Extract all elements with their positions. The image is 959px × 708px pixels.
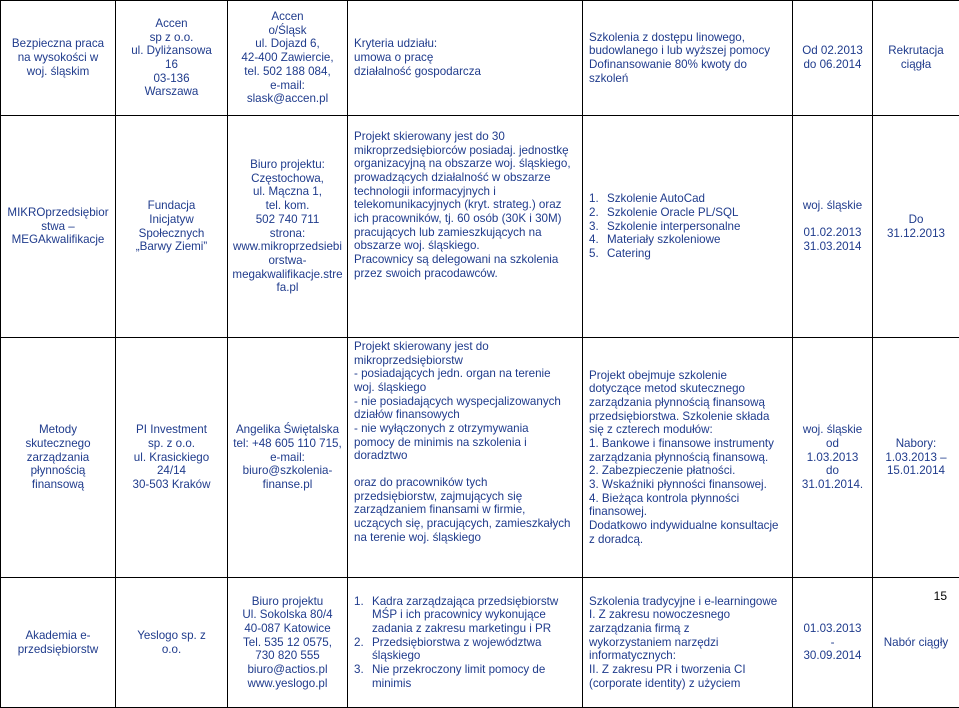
dates: woj. śląskie od 1.03.2013 do 31.01.2014.: [793, 338, 873, 578]
list-item: 1. Szkolenie AutoCad: [589, 192, 790, 206]
project-name: Bezpieczna praca na wysokości w woj. śląskim: [1, 1, 116, 116]
organizer: Fundacja Inicjatyw Społecznych „Barwy Ziemi”: [116, 116, 228, 338]
table-row: [1, 116, 959, 338]
list-item: 2. Przedsiębiorstwa z województwa śląskiego: [354, 636, 580, 663]
table-row: [1, 1, 959, 116]
dates: 01.03.2013 - 30.09.2014: [793, 578, 873, 708]
scope: [583, 116, 793, 338]
recruitment: Nabory: 1.03.2013 – 15.01.2014: [873, 338, 959, 578]
scope: Szkolenia z dostępu linowego, budowlanego i lub wyższej pomocy Dofinansowanie 80% kwoty do szkoleń: [583, 1, 793, 116]
contact: Biuro projektu Ul. Sokolska 80/4 40-087 Katowice Tel. 535 12 0575, 730 820 555 biuro@actios.pl www.yeslogo.pl: [228, 578, 348, 708]
project-name: MIKROprzedsiębior stwa – MEGAkwalifikacje: [1, 116, 116, 338]
list-item: 2. Szkolenie Oracle PL/SQL: [589, 206, 790, 220]
table-row: [1, 338, 959, 578]
dates: [793, 116, 873, 338]
contact: Biuro projektu: Częstochowa, ul. Mączna 1, tel. kom. 502 740 711 strona: www.mikroprzedsiebi orstwa- megakwalifikacje.stre fa.pl: [228, 116, 348, 338]
project-name: Akademia e- przedsiębiorstw: [1, 578, 116, 708]
recruitment: Nabór ciągły: [873, 578, 959, 708]
list-item: 3. Nie przekroczony limit pomocy de minimis: [354, 663, 580, 690]
dates: Od 02.2013 do 06.2014: [793, 1, 873, 116]
page-number: 15: [934, 589, 947, 603]
region: woj. śląskie: [795, 199, 870, 213]
project-name: Metody skutecznego zarządzania płynnością finansową: [1, 338, 116, 578]
criteria: Projekt skierowany jest do mikroprzedsiębiorstw - posiadających jedn. organ na terenie woj. śląskiego - nie posiadających wyspecjalizowanych działów finansowych - nie wyłączonych z otrzymywania pomocy de minimis na szkolenia i doradztwo oraz do pracowników tych przedsiębiorstw, zajmujących się zarządzaniem finansami w firmie, uczących się, pracujących, zamieszkałych na terenie woj. śląskiego: [348, 338, 583, 578]
list-item: 5. Catering: [589, 247, 790, 261]
recruitment: Do 31.12.2013: [873, 116, 959, 338]
date-range: 01.02.2013 31.03.2014: [795, 226, 870, 253]
contact: Angelika Świętalska tel: +48 605 110 715, e-mail: biuro@szkolenia- finanse.pl: [228, 338, 348, 578]
criteria: Kryteria udziału: umowa o pracę działalność gospodarcza: [348, 1, 583, 116]
recruitment: Rekrutacja ciągła: [873, 1, 959, 116]
criteria: Projekt skierowany jest do 30 mikroprzedsiębiorców posiadaj. jednostkę organizacyjną na obszarze woj. śląskiego, prowadzących działalność w obszarze technologii informacyjnych i telekomunikacyjnych (kryt. strateg.) oraz ich pracowników, tj. 60 osób (30K i 30M) pracujących lub zamieszkujących na obszarze woj. śląskiego. Pracownicy są delegowani na szkolenia przez swoich pracodawców.: [348, 116, 583, 338]
scope: Szkolenia tradycyjne i e-learningowe I. Z zakresu nowoczesnego zarządzania firmą z wykorzystaniem narzędzi informatycznych: II. Z zakresu PR i tworzenia CI (corporate identity) z użyciem: [583, 578, 793, 708]
criteria: [348, 578, 583, 708]
organizer: Yeslogo sp. z o.o.: [116, 578, 228, 708]
organizer: Accen sp z o.o. ul. Dyliżansowa 16 03-136 Warszawa: [116, 1, 228, 116]
organizer: PI Investment sp. z o.o. ul. Krasickiego 24/14 30-503 Kraków: [116, 338, 228, 578]
list-item: 4. Materiały szkoleniowe: [589, 233, 790, 247]
table-row: [1, 578, 959, 708]
contact: Accen o/Śląsk ul. Dojazd 6, 42-400 Zawiercie, tel. 502 188 084, e-mail: slask@accen.pl: [228, 1, 348, 116]
scope: Projekt obejmuje szkolenie dotyczące metod skutecznego zarządzania płynnością finansową przedsiębiorstwa. Szkolenie składa się z czterech modułów: 1. Bankowe i finansowe instrumenty zarządzania płynnością finansową. 2. Zabezpieczenie płatności. 3. Wskaźniki płynności finansowej. 4. Bieżąca kontrola płynności finansowej. Dodatkowo indywidualne konsultacje z doradcą.: [583, 338, 793, 578]
list-item: 3. Szkolenie interpersonalne: [589, 220, 790, 234]
list-item: 1. Kadra zarządzająca przedsiębiorstw MŚP i ich pracownicy wykonujące zadania z zakresu marketingu i PR: [354, 595, 580, 636]
